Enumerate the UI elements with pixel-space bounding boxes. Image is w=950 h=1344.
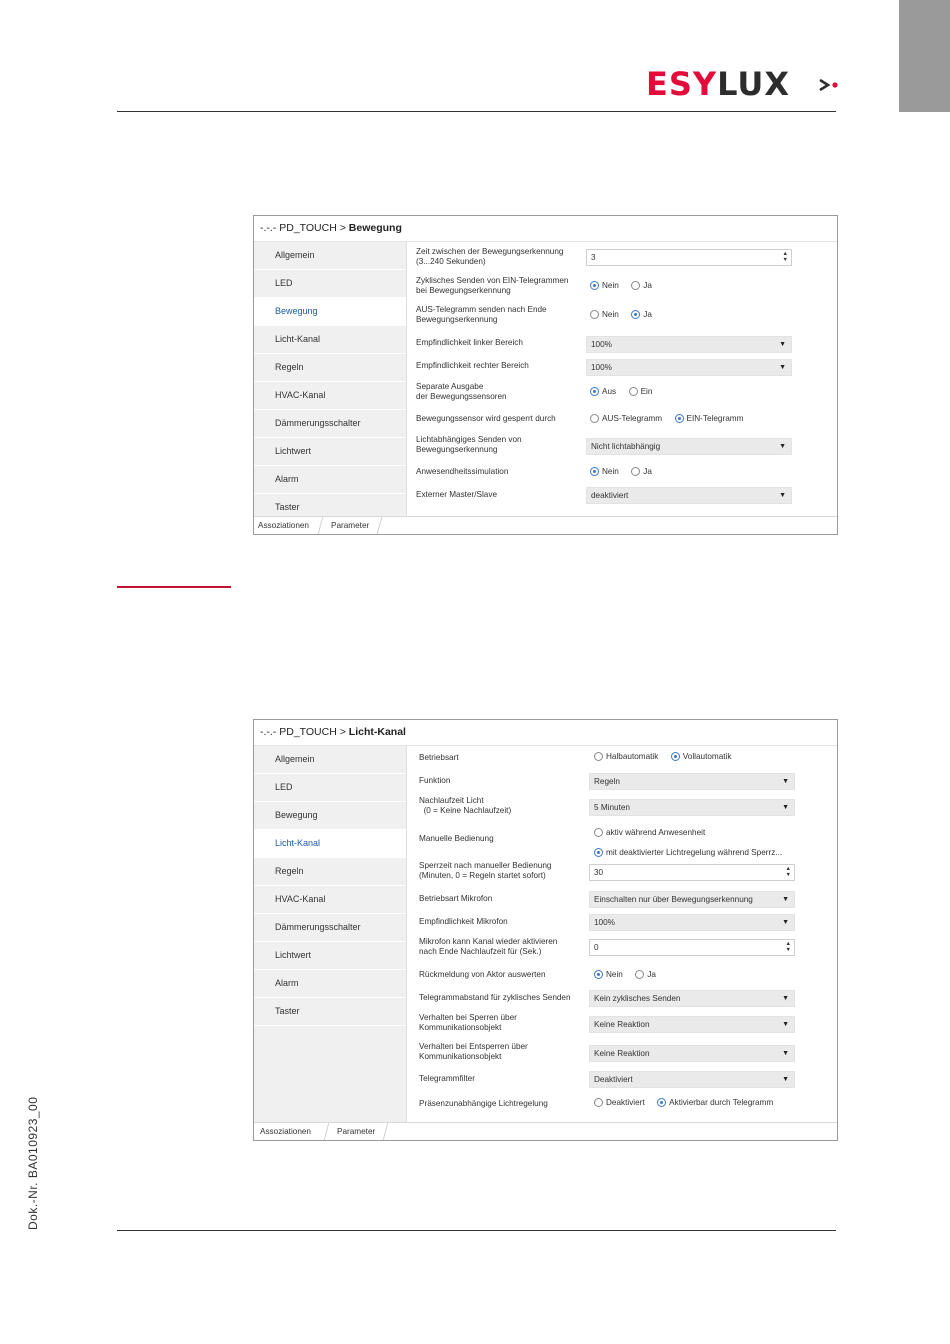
- param-label: Nachlaufzeit Licht (0 = Keine Nachlaufzeit): [419, 796, 512, 815]
- dropdown-arrow-icon: ▼: [779, 341, 786, 348]
- sidebar-item-licht-kanal[interactable]: Licht-Kanal: [254, 326, 406, 354]
- sidebar-item-bewegung[interactable]: Bewegung: [254, 298, 406, 326]
- param-label: Empfindlichkeit Mikrofon: [419, 917, 508, 926]
- param-label: Funktion: [419, 776, 451, 785]
- tab-parameter[interactable]: Parameter: [324, 1123, 389, 1140]
- radio-ein[interactable]: Ein: [629, 386, 653, 397]
- sidebar-item-hvac-kanal[interactable]: HVAC-Kanal: [254, 382, 406, 410]
- parameter-window-bewegung: [253, 215, 838, 535]
- param-label: Externer Master/Slave: [416, 490, 497, 499]
- parameter-panel: [409, 746, 837, 1122]
- dropdown-arrow-icon: ▼: [779, 492, 786, 499]
- param-label: AUS-Telegramm senden nach Ende Bewegungserkennung: [416, 305, 547, 324]
- spin-arrows-icon[interactable]: ▲ ▼: [785, 866, 791, 878]
- dropdown-arrow-icon: ▼: [782, 995, 789, 1002]
- empfindlichkeit-mikrofon-select[interactable]: 100% ▼: [589, 914, 795, 931]
- param-label: Separate Ausgabe der Bewegungssensoren: [416, 382, 507, 401]
- sidebar-item-allgemein[interactable]: Allgemein: [254, 242, 406, 270]
- window-title: -.-.- PD_TOUCH > Licht-Kanal: [254, 720, 837, 746]
- dropdown-arrow-icon: ▼: [779, 364, 786, 371]
- verhalten-entsperren-select[interactable]: Keine Reaktion ▼: [589, 1045, 795, 1062]
- nachlaufzeit-select[interactable]: 5 Minuten ▼: [589, 799, 795, 816]
- window-title: -.-.- PD_TOUCH > Bewegung: [254, 216, 837, 242]
- param-label: Mikrofon kann Kanal wieder aktivieren nach Ende Nachlaufzeit für (Sek.): [419, 937, 558, 956]
- param-label: Zeit zwischen der Bewegungserkennung (3...240 Sekunden): [416, 247, 564, 266]
- dropdown-arrow-icon: ▼: [782, 778, 789, 785]
- bottom-tabs: [254, 1122, 837, 1140]
- sidebar: [254, 242, 407, 517]
- radio-nein[interactable]: Nein: [590, 280, 619, 291]
- sidebar-item-lichtwert[interactable]: Lichtwert: [254, 438, 406, 466]
- sidebar-item-taster[interactable]: Taster: [254, 494, 406, 522]
- radio-nein[interactable]: Nein: [590, 466, 619, 477]
- radio-aktivierbar-telegramm[interactable]: Aktivierbar durch Telegramm: [657, 1097, 773, 1108]
- param-label: Präsenzunabhängige Lichtregelung: [419, 1099, 548, 1108]
- param-label: Manuelle Bedienung: [419, 834, 494, 843]
- sidebar-item-alarm[interactable]: Alarm: [254, 970, 406, 998]
- verhalten-sperren-select[interactable]: Keine Reaktion ▼: [589, 1016, 795, 1033]
- radio-halbautomatik[interactable]: Halbautomatik: [594, 751, 658, 762]
- param-label: Rückmeldung von Aktor auswerten: [419, 970, 546, 979]
- parameter-window-licht-kanal: [253, 719, 838, 1141]
- dropdown-arrow-icon: ▼: [779, 443, 786, 450]
- param-label: Telegrammfilter: [419, 1074, 475, 1083]
- section-marker: [117, 586, 231, 588]
- sidebar-item-licht-kanal[interactable]: Licht-Kanal: [254, 830, 406, 858]
- param-label: Empfindlichkeit linker Bereich: [416, 338, 523, 347]
- radio-nein[interactable]: Nein: [594, 969, 623, 980]
- esylux-logo: ESYLUX: [646, 65, 790, 103]
- sidebar-item-daemmerungsschalter[interactable]: Dämmerungsschalter: [254, 914, 406, 942]
- master-slave-select[interactable]: deaktiviert ▼: [586, 487, 792, 504]
- sperrzeit-spinbox[interactable]: 30 ▲ ▼: [589, 864, 795, 881]
- sidebar-item-regeln[interactable]: Regeln: [254, 858, 406, 886]
- logo-dots-icon: [818, 78, 840, 92]
- sidebar: [254, 746, 407, 1122]
- param-label: Verhalten bei Entsperren über Kommunikationsobjekt: [419, 1042, 528, 1061]
- radio-ja[interactable]: Ja: [631, 466, 652, 477]
- radio-aktiv-anwesenheit[interactable]: aktiv während Anwesenheit: [594, 827, 705, 838]
- lichtabhaengig-select[interactable]: Nicht lichtabhängig ▼: [586, 438, 792, 455]
- sidebar-item-hvac-kanal[interactable]: HVAC-Kanal: [254, 886, 406, 914]
- betriebsart-mikrofon-select[interactable]: Einschalten nur über Bewegungserkennung ▼: [589, 891, 795, 908]
- empfindlichkeit-links-select[interactable]: 100% ▼: [586, 336, 792, 353]
- spin-arrows-icon[interactable]: ▲ ▼: [782, 251, 788, 263]
- param-label: Telegrammabstand für zyklisches Senden: [419, 993, 571, 1002]
- param-label: Verhalten bei Sperren über Kommunikationsobjekt: [419, 1013, 517, 1032]
- radio-ja[interactable]: Ja: [635, 969, 656, 980]
- param-label: Zyklisches Senden von EIN-Telegrammen bei Bewegungserkennung: [416, 276, 569, 295]
- dropdown-arrow-icon: ▼: [782, 896, 789, 903]
- radio-ja[interactable]: Ja: [631, 280, 652, 291]
- empfindlichkeit-rechts-select[interactable]: 100% ▼: [586, 359, 792, 376]
- tab-assoziationen[interactable]: Assoziationen: [258, 521, 309, 530]
- dropdown-arrow-icon: ▼: [782, 804, 789, 811]
- footer-rule: [117, 1230, 836, 1231]
- chapter-tab: [899, 0, 950, 112]
- sidebar-item-led[interactable]: LED: [254, 270, 406, 298]
- dropdown-arrow-icon: ▼: [782, 1050, 789, 1057]
- param-label: Bewegungssensor wird gesperrt durch: [416, 414, 556, 423]
- radio-aus-telegramm[interactable]: AUS-Telegramm: [590, 413, 662, 424]
- doc-number: Dok.-Nr. BA010923_00: [26, 1096, 40, 1230]
- dropdown-arrow-icon: ▼: [782, 919, 789, 926]
- telegrammfilter-select[interactable]: Deaktiviert ▼: [589, 1071, 795, 1088]
- zeit-spinbox[interactable]: 3 ▲ ▼: [586, 249, 792, 266]
- param-label: Betriebsart: [419, 753, 459, 762]
- param-label: Empfindlichkeit rechter Bereich: [416, 361, 529, 370]
- radio-vollautomatik[interactable]: Vollautomatik: [671, 751, 732, 762]
- sidebar-item-lichtwert[interactable]: Lichtwert: [254, 942, 406, 970]
- sidebar-item-taster[interactable]: Taster: [254, 998, 406, 1026]
- radio-deaktivierte-lichtregelung[interactable]: mit deaktivierter Lichtregelung während Sperrz...: [594, 847, 782, 858]
- param-label: Lichtabhängiges Senden von Bewegungserkennung: [416, 435, 522, 454]
- funktion-select[interactable]: Regeln ▼: [589, 773, 795, 790]
- dropdown-arrow-icon: ▼: [782, 1021, 789, 1028]
- bottom-tabs: [254, 516, 837, 534]
- spin-arrows-icon[interactable]: ▲ ▼: [785, 941, 791, 953]
- tab-parameter[interactable]: Parameter: [318, 517, 383, 534]
- radio-ein-telegramm[interactable]: EIN-Telegramm: [675, 413, 744, 424]
- param-label: Anwesendheitssimulation: [416, 467, 509, 476]
- telegrammabstand-select[interactable]: Kein zyklisches Senden ▼: [589, 990, 795, 1007]
- sidebar-item-daemmerungsschalter[interactable]: Dämmerungsschalter: [254, 410, 406, 438]
- radio-ja[interactable]: Ja: [631, 309, 652, 320]
- sidebar-item-regeln[interactable]: Regeln: [254, 354, 406, 382]
- param-label: Betriebsart Mikrofon: [419, 894, 493, 903]
- sidebar-item-allgemein[interactable]: Allgemein: [254, 746, 406, 774]
- radio-nein[interactable]: Nein: [590, 309, 619, 320]
- header-rule: [117, 111, 836, 112]
- dropdown-arrow-icon: ▼: [782, 1076, 789, 1083]
- sidebar-item-alarm[interactable]: Alarm: [254, 466, 406, 494]
- tab-assoziationen[interactable]: Assoziationen: [260, 1127, 311, 1136]
- sidebar-item-bewegung[interactable]: Bewegung: [254, 802, 406, 830]
- mikrofon-kanal-spinbox[interactable]: 0 ▲ ▼: [589, 939, 795, 956]
- radio-deaktiviert[interactable]: Deaktiviert: [594, 1097, 645, 1108]
- param-label: Sperrzeit nach manueller Bedienung (Minuten, 0 = Regeln startet sofort): [419, 861, 552, 880]
- parameter-panel: [406, 242, 837, 517]
- radio-aus[interactable]: Aus: [590, 386, 616, 397]
- sidebar-item-led[interactable]: LED: [254, 774, 406, 802]
